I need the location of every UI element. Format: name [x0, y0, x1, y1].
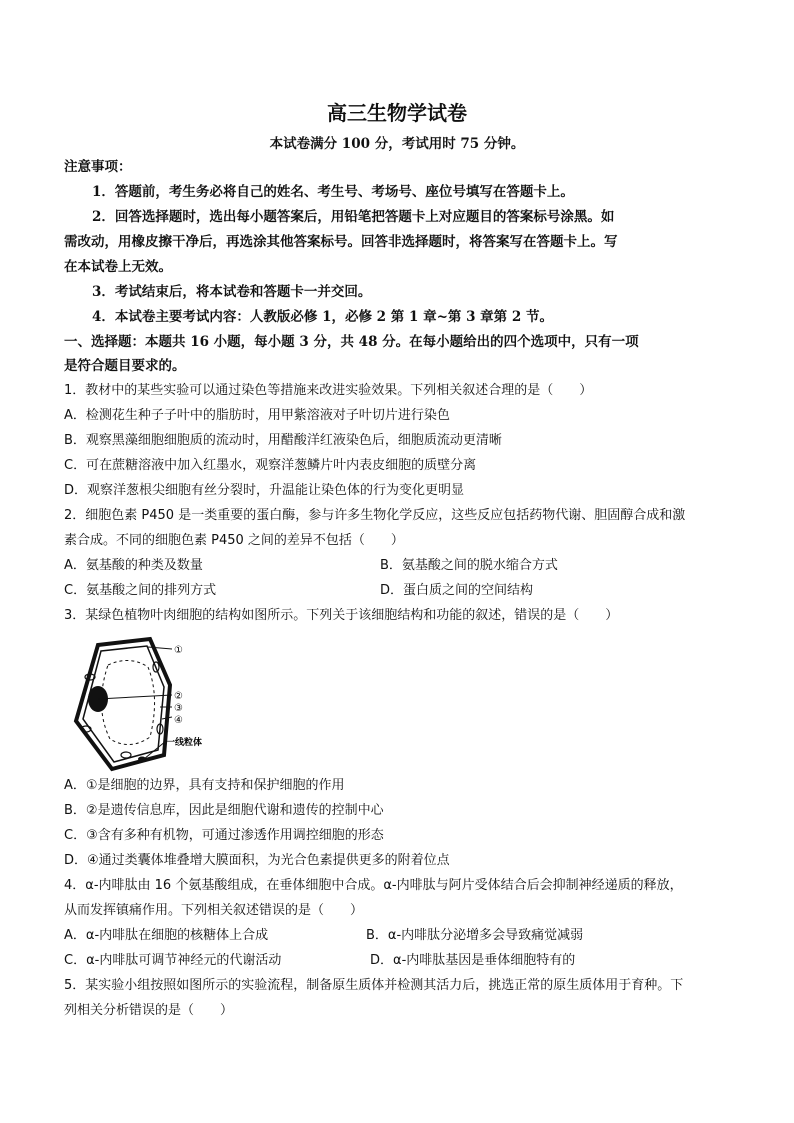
question-3-option-d: D．④通过类囊体堆叠增大膜面积，为光合色素提供更多的附着位点 — [64, 853, 450, 868]
chloroplast-shape — [121, 752, 131, 758]
question-4-options-row-2 — [64, 950, 734, 972]
question-3-option-a: A．①是细胞的边界，具有支持和保护细胞的作用 — [64, 778, 345, 793]
question-4-stem-cont: 从而发挥镇痛作用。下列相关叙述错误的是（ ） — [64, 903, 364, 918]
question-1-option-b: B．观察黑藻细胞细胞质的流动时，用醋酸洋红液染色后，细胞质流动更清晰 — [64, 433, 502, 448]
question-2-options-row-1 — [64, 555, 734, 577]
question-4-option-c: C．α-内啡肽可调节神经元的代谢活动 — [64, 953, 282, 968]
notice-item-2: 2．回答选择题时，选出每小题答案后，用铅笔把答题卡上对应题目的答案标号涂黑。如 — [92, 209, 615, 225]
notice-item-2-cont: 需改动，用橡皮擦干净后，再选涂其他答案标号。回答非选择题时，将答案写在答题卡上。写 — [64, 234, 618, 250]
question-2-option-c: C．氨基酸之间的排列方式 — [64, 583, 217, 598]
question-1-option-c: C．可在蔗糖溶液中加入红墨水，观察洋葱鳞片叶内表皮细胞的质壁分离 — [64, 458, 477, 473]
exam-subtitle: 本试卷满分 100 分，考试用时 75 分钟。 — [269, 136, 525, 152]
leader-line-1 — [148, 647, 172, 649]
question-1-stem: 1．教材中的某些实验可以通过染色等措施来改进实验效果。下列相关叙述合理的是（ ） — [64, 383, 593, 398]
figure-label-2: ② — [174, 691, 183, 702]
notice-item-3: 3．考试结束后，将本试卷和答题卡一并交回。 — [92, 284, 372, 300]
figure-label-4: ④ — [174, 715, 183, 726]
plant-cell-diagram — [68, 637, 203, 772]
question-4-option-b: B．α-内啡肽分泌增多会导致痛觉减弱 — [366, 928, 584, 943]
question-3-option-b: B．②是遗传信息库，因此是细胞代谢和遗传的控制中心 — [64, 803, 384, 818]
question-1-option-d: D．观察洋葱根尖细胞有丝分裂时，升温能让染色体的行为变化更明显 — [64, 483, 465, 498]
leader-line-2 — [98, 695, 172, 699]
question-2-options-row-2 — [64, 580, 734, 602]
section-heading: 一、选择题：本题共 16 小题，每小题 3 分，共 48 分。在每小题给出的四个选项中，只有一项 — [64, 334, 639, 350]
question-4-option-d: D．α-内啡肽基因是垂体细胞特有的 — [370, 953, 576, 968]
question-4-option-a: A．α-内啡肽在细胞的核糖体上合成 — [64, 928, 269, 943]
question-5-stem: 5．某实验小组按照如图所示的实验流程，制备原生质体并检测其活力后，挑选正常的原生质体用于育种。下 — [64, 978, 684, 993]
question-2-option-b: B．氨基酸之间的脱水缩合方式 — [380, 558, 558, 573]
mitochondrion-shape — [138, 757, 146, 762]
notice-item-1: 1．答题前，考生务必将自己的姓名、考生号、考场号、座位号填写在答题卡上。 — [92, 184, 574, 200]
notice-item-4: 4．本试卷主要考试内容：人教版必修 1，必修 2 第 1 章~第 3 章第 2 节。 — [92, 309, 553, 325]
question-3-option-c: C．③含有多种有机物，可通过渗透作用调控细胞的形态 — [64, 828, 384, 843]
figure-label-mitochondria: 一线粒体 — [166, 738, 203, 748]
notice-item-2-end: 在本试卷上无效。 — [64, 259, 172, 275]
figure-label-1: ① — [174, 645, 183, 656]
question-4-stem: 4．α-内啡肽由 16 个氨基酸组成，在垂体细胞中合成。α-内啡肽与阿片受体结合后会抑制神经递质的释放， — [64, 878, 683, 893]
vacuole-outline — [101, 660, 154, 744]
page-title: 高三生物学试卷 — [327, 101, 467, 125]
question-2-stem: 2．细胞色素 P450 是一类重要的蛋白酶，参与许多生物化学反应，这些反应包括药物代谢、胆固醇合成和激 — [64, 508, 686, 523]
question-2-option-d: D．蛋白质之间的空间结构 — [380, 583, 534, 598]
question-2-option-a: A．氨基酸的种类及数量 — [64, 558, 203, 573]
question-2-stem-cont: 素合成。不同的细胞色素 P450 之间的差异不包括（ ） — [64, 533, 404, 548]
question-1-option-a: A．检测花生种子子叶中的脂肪时，用甲紫溶液对子叶切片进行染色 — [64, 408, 450, 423]
notice-heading: 注意事项： — [64, 159, 132, 175]
section-heading-cont: 是符合题目要求的。 — [64, 358, 186, 374]
question-4-options-row-1 — [64, 925, 734, 947]
figure-label-3: ③ — [174, 703, 183, 714]
question-3-stem: 3．某绿色植物叶肉细胞的结构如图所示。下列关于该细胞结构和功能的叙述，错误的是（ ） — [64, 608, 619, 623]
question-5-stem-cont: 列相关分析错误的是（ ） — [64, 1003, 234, 1018]
